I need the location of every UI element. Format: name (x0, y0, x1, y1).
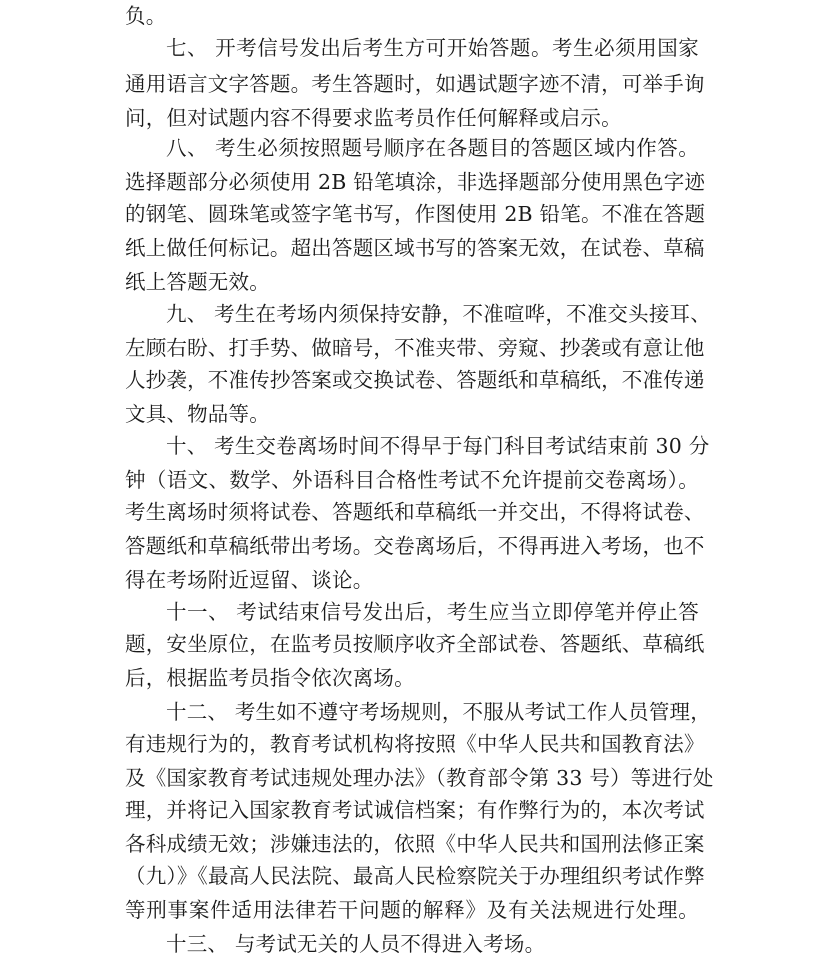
rule-12-line-7: 等刑事案件适用法律若干问题的解释》及有关法规进行处理。 (125, 898, 699, 922)
rule-10-line-2: 钟（语文、数学、外语科目合格性考试不允许提前交卷离场）。 (125, 468, 699, 492)
paragraph-fragment-line: 负。 (125, 4, 167, 28)
rule-7-line-3: 问，但对试题内容不得要求监考员作任何解释或启示。 (125, 106, 622, 130)
rule-13-line-1: 十三、 与考试无关的人员不得进入考场。 (166, 932, 546, 956)
rule-8-line-4: 纸上做任何标记。超出答题区域书写的答案无效，在试卷、草稿 (125, 236, 705, 260)
rule-11-line-3: 后，根据监考员指令依次离场。 (125, 666, 415, 690)
rule-8-line-1: 八、 考生必须按照题号顺序在各题目的答题区域内作答。 (166, 136, 699, 160)
rule-7-line-2: 通用语言文字答题。考生答题时，如遇试题字迹不清，可举手询 (125, 72, 705, 96)
rule-7-line-1: 七、 开考信号发出后考生方可开始答题。考生必须用国家 (166, 36, 699, 60)
rule-10-line-1: 十、 考生交卷离场时间不得早于每门科目考试结束前 30 分 (166, 434, 710, 458)
rule-9-line-1: 九、 考生在考场内须保持安静，不准喧哗，不准交头接耳、 (166, 302, 711, 326)
rule-9-line-2: 左顾右盼、打手势、做暗号，不准夹带、旁窥、抄袭或有意让他 (125, 336, 705, 360)
rule-10-line-4: 答题纸和草稿纸带出考场。交卷离场后，不得再进入考场，也不 (125, 534, 705, 558)
rule-12-line-2: 有违规行为的，教育考试机构将按照《中华人民共和国教育法》 (125, 732, 705, 756)
rule-10-line-3: 考生离场时须将试卷、答题纸和草稿纸一并交出，不得将试卷、 (125, 500, 705, 524)
rule-12-line-1: 十二、 考生如不遵守考场规则，不服从考试工作人员管理， (166, 700, 711, 724)
rule-12-line-6: （九）》《最高人民法院、最高人民检察院关于办理组织考试作弊 (125, 864, 705, 888)
rule-12-line-5: 各科成绩无效；涉嫌违法的，依照《中华人民共和国刑法修正案 (125, 832, 705, 856)
rule-11-line-2: 题，安坐原位，在监考员按顺序收齐全部试卷、答题纸、草稿纸 (125, 632, 705, 656)
rule-9-line-4: 文具、物品等。 (125, 402, 270, 426)
rule-9-line-3: 人抄袭，不准传抄答案或交换试卷、答题纸和草稿纸，不准传递 (125, 368, 705, 392)
rule-8-line-2: 选择题部分必须使用 2B 铅笔填涂，非选择题部分使用黑色字迹 (125, 170, 706, 194)
rule-8-line-3: 的钢笔、圆珠笔或签字笔书写，作图使用 2B 铅笔。不准在答题 (125, 202, 706, 226)
rule-11-line-1: 十一、 考试结束信号发出后，考生应当立即停笔并停止答 (166, 600, 699, 624)
rule-12-line-3: 及《国家教育考试违规处理办法》（教育部令第 33 号）等进行处 (125, 766, 714, 790)
rule-12-line-4: 理，并将记入国家教育考试诚信档案；有作弊行为的，本次考试 (125, 798, 705, 822)
rule-8-line-5: 纸上答题无效。 (125, 270, 270, 294)
rule-10-line-5: 得在考场附近逗留、谈论。 (125, 568, 374, 592)
